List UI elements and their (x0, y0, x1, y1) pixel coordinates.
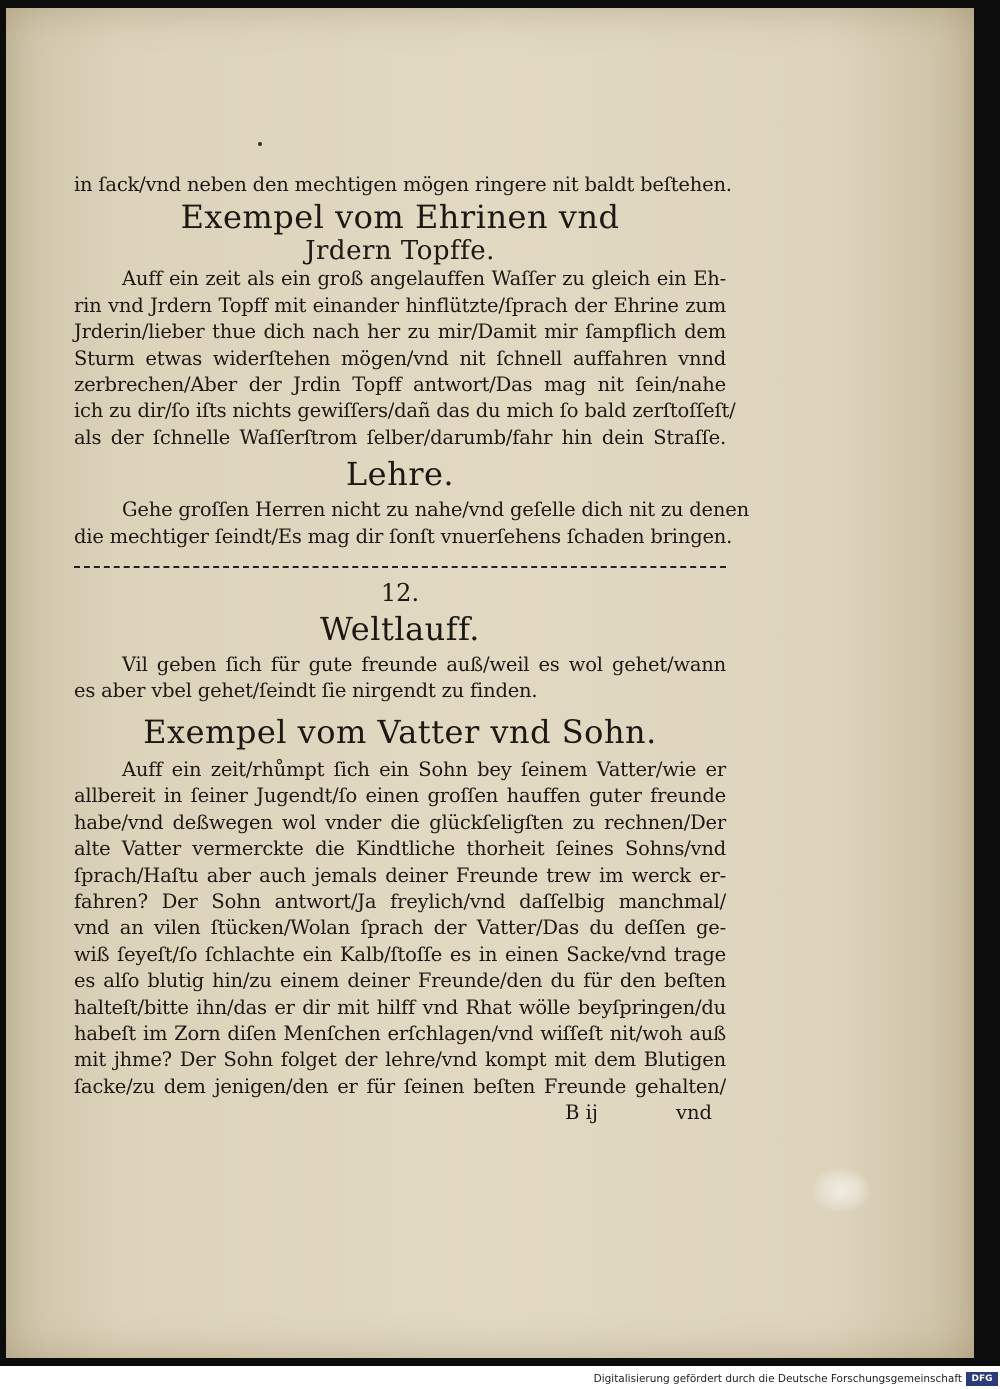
text-line: Vil geben ſich für gute freunde auß/weil es wol gehet/wann (122, 653, 726, 677)
text-line: alte Vatter vermerckte die Kindtliche thorheit ſeines Sohns/vnd (74, 837, 726, 861)
text-line: ſacke/zu dem jenigen/den er für ſeinen beſten Freunde gehalten/ (74, 1074, 726, 1098)
section-heading: Exempel vom Ehrinen vnd (180, 198, 620, 237)
text-line: habeſt im Zorn diſen Menſchen erſchlagen/vnd wiſſeſt nit/woh auß (74, 1021, 726, 1045)
catchword: vnd (675, 1101, 712, 1125)
text-line: zerbrechen/Aber der Jrdin Topff antwort/Das mag nit ſein/nahe (74, 373, 726, 397)
text-line: rin vnd Jrdern Topff mit einander hinflützte/ſprach der Ehrine zum (74, 293, 726, 317)
text-line: es aber vbel gehet/ſeindt ſie nirgendt zu finden. (74, 679, 538, 703)
text-line: wiß ſeyeſt/ſo ſchlachte ein Kalb/ſtoſſe es in einen Sacke/vnd trage (74, 942, 726, 966)
text-line: Sturm etwas widerſtehen mögen/vnd nit ſchnell auffahren vnnd (74, 346, 726, 370)
ink-dot (258, 142, 262, 146)
signature-mark: B ij (565, 1101, 598, 1125)
section-divider (74, 566, 726, 568)
paper-stain (812, 1168, 870, 1212)
section-heading: Jrdern Topffe. (305, 236, 495, 267)
text-line: als der ſchnelle Waſſerſtrom ſelber/darumb/fahr hin dein Straſſe. (74, 425, 726, 449)
dfg-logo: DFG (966, 1372, 998, 1386)
fable-number: 12. (380, 579, 420, 608)
text-line: ich zu dir/ſo iſts nichts gewiſſers/dañ das du mich ſo bald zerſtoſſeſt/ (74, 399, 736, 423)
text-line: habe/vnd deßwegen wol vnder die glückſeligſten zu rechnen/Der (74, 810, 726, 834)
text-line: die mechtiger ſeindt/Es mag dir ſonſt vnuerſehens ſchaden bringen. (74, 524, 733, 548)
page-footer (74, 1100, 726, 1126)
text-line: mit jhme? Der Sohn folget der lehre/vnd kompt mit dem Blutigen (74, 1048, 726, 1072)
text-line: ſprach/Haſtu aber auch jemals deiner Freunde trew im werck er- (74, 863, 726, 887)
section-heading: Exempel vom Vatter vnd Sohn. (143, 712, 657, 751)
section-heading: Weltlauff. (320, 610, 480, 649)
page-text (74, 172, 749, 1126)
text-line: Auff ein zeit/rhůmpt ſich ein Sohn bey ſeinem Vatter/wie er (122, 757, 726, 781)
text-line: Jrderin/lieber thue dich nach her zu mir/Damit mir ſampflich dem (74, 320, 726, 344)
text-line: vnd an vilen ſtücken/Wolan ſprach der Vatter/Das du deſſen ge- (74, 916, 726, 940)
text-line: Auff ein zeit als ein groß angelauffen Waſſer zu gleich ein Eh- (122, 267, 726, 291)
text-line: in ſack/vnd neben den mechtigen mögen ringere nit baldt beſtehen. (74, 173, 732, 196)
text-line: es alſo blutig hin/zu einem deiner Freunde/den du für den beſten (74, 969, 726, 993)
funding-notice: Digitalisierung gefördert durch die Deutsche Forschungsgemeinschaft (593, 1373, 962, 1385)
text-line: fahren? Der Sohn antwort/Ja freylich/vnd daſſelbig manchmal/ (74, 889, 726, 913)
text-line: Gehe groſſen Herren nicht zu nahe/vnd geſelle dich nit zu denen (122, 498, 749, 522)
text-line: halteſt/bitte ihn/das er dir mit hilff vnd Rhat wölle beyſpringen/du (74, 995, 726, 1019)
text-line: allbereit in ſeiner Jugendt/ſo einen groſſen hauffen guter freunde (74, 784, 726, 808)
section-heading: Lehre. (345, 455, 455, 494)
